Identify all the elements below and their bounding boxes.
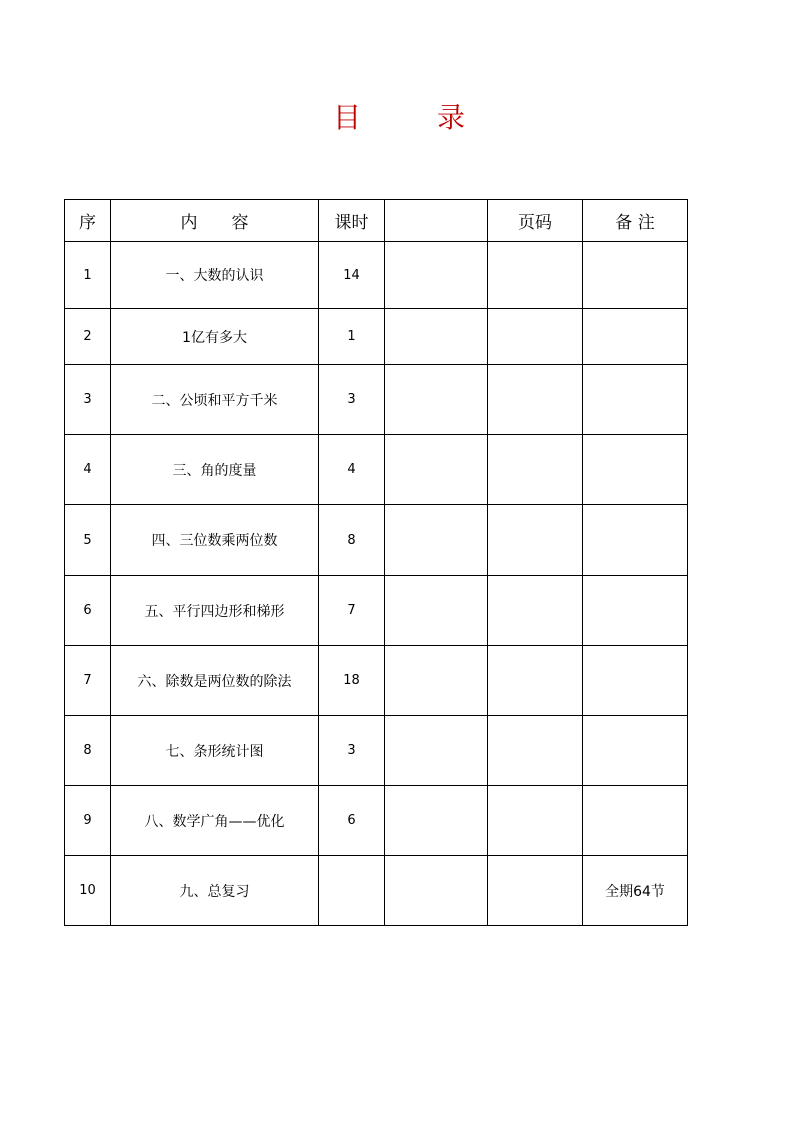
cell-note [583,309,688,365]
header-note: 备 注 [583,200,688,242]
cell-note [583,786,688,856]
cell-hours: 8 [319,505,385,576]
cell-page [488,716,583,786]
cell-content: 八、数学广角——优化 [111,786,319,856]
cell-hours: 18 [319,646,385,716]
table-row [65,242,688,309]
table-header-row [65,200,688,242]
table-row [65,435,688,505]
table-row [65,856,688,926]
table-row [65,646,688,716]
table-row [65,786,688,856]
cell-seq: 8 [65,716,111,786]
cell-seq: 1 [65,242,111,309]
cell-content: 六、除数是两位数的除法 [111,646,319,716]
cell-hours: 3 [319,716,385,786]
header-content: 内 容 [111,200,319,242]
cell-note [583,576,688,646]
cell-note [583,365,688,435]
cell-hours: 4 [319,435,385,505]
cell-page [488,365,583,435]
cell-content: 七、条形统计图 [111,716,319,786]
table-row [65,365,688,435]
header-page: 页码 [488,200,583,242]
cell-seq: 9 [65,786,111,856]
cell-page [488,856,583,926]
cell-blank [385,786,488,856]
cell-hours [319,856,385,926]
cell-blank [385,505,488,576]
cell-content: 一、大数的认识 [111,242,319,309]
cell-seq: 6 [65,576,111,646]
cell-content: 二、公顷和平方千米 [111,365,319,435]
cell-content: 三、角的度量 [111,435,319,505]
cell-page [488,646,583,716]
cell-blank [385,646,488,716]
cell-page [488,309,583,365]
cell-content: 1亿有多大 [111,309,319,365]
table-row [65,309,688,365]
cell-blank [385,856,488,926]
cell-blank [385,435,488,505]
cell-page [488,786,583,856]
cell-hours: 14 [319,242,385,309]
cell-note: 全期64节 [583,856,688,926]
cell-note [583,242,688,309]
title-char-2: 录 [437,101,466,134]
table-row [65,576,688,646]
cell-seq: 7 [65,646,111,716]
cell-blank [385,576,488,646]
cell-note [583,435,688,505]
header-blank [385,200,488,242]
table-row [65,505,688,576]
cell-note [583,505,688,576]
table-row [65,716,688,786]
cell-hours: 6 [319,786,385,856]
cell-blank [385,365,488,435]
cell-content: 九、总复习 [111,856,319,926]
title-char-1: 目 [333,101,362,134]
cell-page [488,435,583,505]
cell-seq: 4 [65,435,111,505]
header-hours: 课时 [319,200,385,242]
cell-hours: 3 [319,365,385,435]
cell-seq: 2 [65,309,111,365]
contents-table [64,199,688,926]
cell-blank [385,716,488,786]
cell-note [583,716,688,786]
header-seq: 序 [65,200,111,242]
cell-content: 五、平行四边形和梯形 [111,576,319,646]
cell-blank [385,309,488,365]
cell-seq: 3 [65,365,111,435]
cell-page [488,505,583,576]
cell-content: 四、三位数乘两位数 [111,505,319,576]
page-title [0,100,794,136]
cell-page [488,242,583,309]
cell-blank [385,242,488,309]
cell-page [488,576,583,646]
cell-seq: 5 [65,505,111,576]
cell-note [583,646,688,716]
cell-hours: 1 [319,309,385,365]
cell-seq: 10 [65,856,111,926]
cell-hours: 7 [319,576,385,646]
